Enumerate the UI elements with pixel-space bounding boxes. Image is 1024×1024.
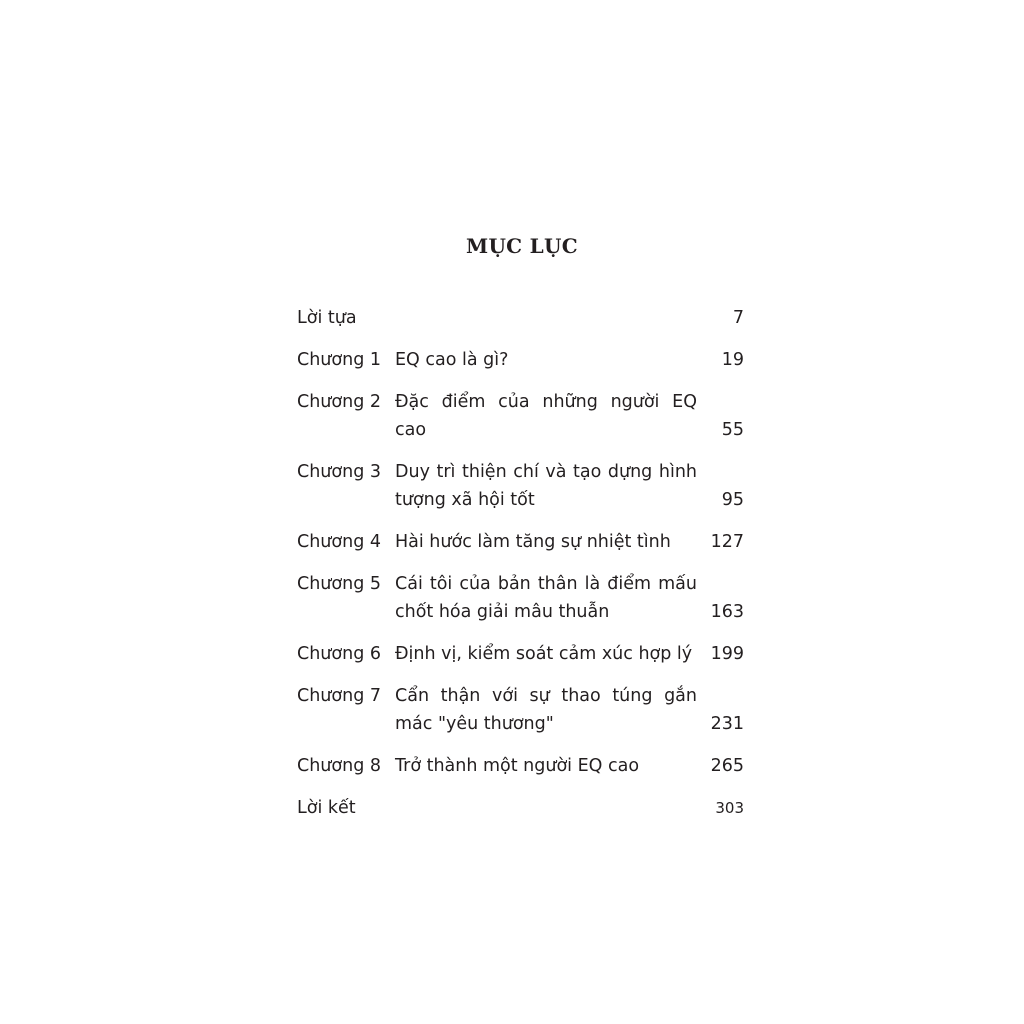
toc-entry-label: Chương 6 [297,644,382,664]
toc-entry-page: 19 [721,350,744,370]
toc-entry-title: Duy trì thiện chí và tạo dựng hình tượng xã hội tốt [395,462,697,510]
toc-entry-chapter-7 [297,682,744,738]
toc-entry-label: Chương 8 [297,756,382,776]
toc-entry-chapter-8 [297,752,744,780]
toc-entry-label: Chương 3 [297,462,382,482]
toc-entry-page: 7 [732,308,744,328]
toc-entry-page: 127 [710,532,744,552]
toc-entry-page: 95 [721,490,744,510]
toc-entry-label: Chương 4 [297,532,382,552]
toc-entry-preface [297,304,744,332]
toc-entry-title: EQ cao là gì? [395,350,509,370]
toc-entry-title: Cẩn thận với sự thao túng gắn mác "yêu thương" [395,686,697,734]
toc-title: MỤC LỤC [466,234,578,258]
toc-entry-chapter-5 [297,570,744,626]
toc-entry-label: Chương 1 [297,350,382,370]
toc-entry-page: 231 [710,714,744,734]
toc-entry-label: Lời tựa [297,308,357,328]
toc-entry-page: 303 [715,799,744,817]
toc-entry-title: Định vị, kiểm soát cảm xúc hợp lý [395,644,693,664]
toc-entry-title: Đặc điểm của những người EQ cao [395,392,697,440]
toc-entry-chapter-3 [297,458,744,514]
toc-entry-epilogue [297,794,744,822]
toc-entry-chapter-1 [297,346,744,374]
toc-entry-page: 55 [721,420,744,440]
toc-entry-title: Cái tôi của bản thân là điểm mấu chốt hóa giải mâu thuẫn [395,574,697,622]
toc-entry-chapter-2 [297,388,744,444]
toc-entry-page: 163 [710,602,744,622]
toc-entry-chapter-4 [297,528,744,556]
toc-entry-label: Lời kết [297,798,356,818]
toc-entry-chapter-6 [297,640,744,668]
toc-entry-page: 265 [710,756,744,776]
toc-entry-title: Trở thành một người EQ cao [395,756,640,776]
toc-entry-page: 199 [710,644,744,664]
toc-entry-title: Hài hước làm tăng sự nhiệt tình [395,532,671,552]
toc-entry-label: Chương 5 [297,574,382,594]
toc-list [297,304,744,836]
toc-entry-label: Chương 2 [297,392,382,412]
toc-entry-label: Chương 7 [297,686,382,706]
